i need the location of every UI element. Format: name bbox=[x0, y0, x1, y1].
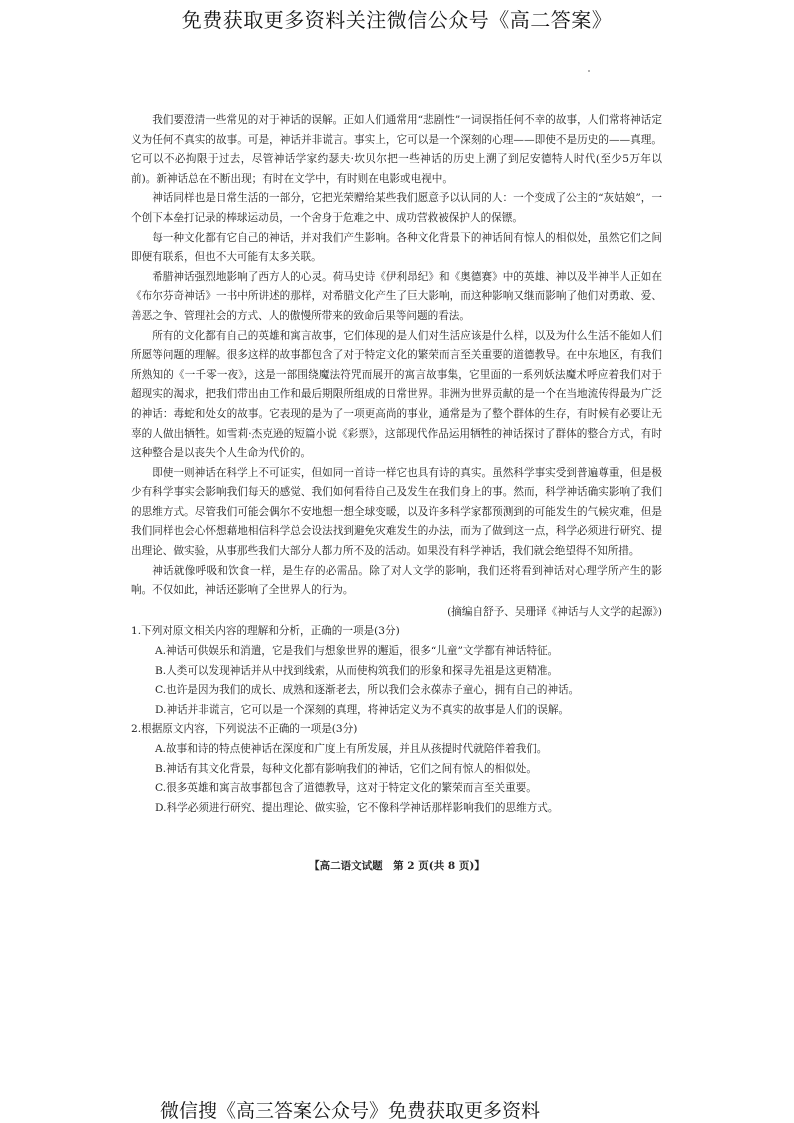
article-paragraph: 每一种文化都有它自己的神话，并对我们产生影响。各种文化背景下的神话间有惊人的相似处，虽然它们之间即便有联系，但也不大可能有太多关联。 bbox=[131, 231, 662, 264]
scan-speck bbox=[588, 70, 590, 72]
answer-option-c: C.也许是因为我们的成长、成熟和逐渐老去，所以我们会永葆赤子童心，拥有自己的神话。 bbox=[155, 684, 580, 697]
exam-page bbox=[131, 111, 662, 818]
article-source: (摘编自舒予、吴珊译《神话与人文学的起源》) bbox=[447, 605, 662, 618]
article-paragraph: 神话同样也是日常生活的一部分，它把光荣赠给某些我们愿意予以认同的人：一个变成了公主的“灰姑娘”，一个创下本垒打记录的棒球运动员，一个舍身于危难之中、成功营救被保护人的保镖。 bbox=[131, 192, 662, 224]
answer-option-a: A.神话可供娱乐和消遣，它是我们与想象世界的邂逅，很多“儿童”文学都有神话特征。 bbox=[155, 645, 559, 658]
answer-option-d: D.科学必须进行研究、提出理论、做实验，它不像科学神话那样影响我们的思维方式。 bbox=[155, 801, 559, 814]
answer-option-b: B.神话有其文化背景，每种文化都有影响我们的神话，它们之间有惊人的相似处。 bbox=[155, 762, 537, 775]
question-stem: 2.根据原文内容，下列说法不正确的一项是(3分) bbox=[131, 723, 358, 736]
question-1 bbox=[131, 622, 662, 720]
article-paragraph: 我们要澄清一些常见的对于神话的误解。正如人们通常用“悲剧性”一词误指任何不幸的故事，人们常将神话定义为任何不真实的故事。可是，神话并非谎言。事实上，它可以是一个深刻的心理——即使不是历史的——真理。它可以不必拘限于过去，尽管神话学家约瑟夫·坎贝尔把一些神话的历史上溯了到尼安德特人时代(至少5万年以前)。新神话总在不断出现；有时在文学中，有时则在电影或电视中。 bbox=[131, 114, 662, 185]
answer-option-c: C.很多英雄和寓言故事都包含了道德教导，这对于特定文化的繁荣而言至关重要。 bbox=[155, 782, 537, 795]
article bbox=[131, 111, 662, 622]
article-paragraph: 即使一则神话在科学上不可证实，但如同一首诗一样它也具有诗的真实。虽然科学事实受到普遍尊重，但是极少有科学事实会影响我们每天的感觉、我们如何看待自己及发生在我们身上的事。然而，科学神话确实影响了我们的思维方式。尽管我们可能会偶尔不安地想一想全球变暖，以及许多科学家都预测到的可能发生的气候灾难，但是我们同样也会心怀想藉地相信科学总会设法找到避免灾难发生的办法，而为了做到这一点，科学必须进行研究、提出理论、做实验，从事那些我们大部分人都力所不及的活动。如果没有科学神话，我们就会绝望得不知所措。 bbox=[131, 466, 662, 558]
answer-option-a: A.故事和诗的特点使神话在深度和广度上有所发展，并且从孩提时代就陪伴着我们。 bbox=[155, 743, 548, 755]
article-paragraph: 所有的文化都有自己的英雄和寓言故事，它们体现的是人们对生活应该是什么样，以及为什么生活不能如人们所愿等问题的理解。很多这样的故事都包含了对于特定文化的繁荣而言至关重要的道德教导。在中东地区，有我们所熟知的《一千零一夜》，这是一部围绕魔法符咒而展开的寓言故事集，它里面的一系列妖法魔术呼应着我们对于超现实的渴求，把我们带出由工作和最后期限所组成的日常世界。非洲为世界贡献的是一个在当地流传得最为广泛的神话：毒蛇和处女的故事。它表现的是为了一项更高尚的事业，通常是为了整个群体的生存，有时候有必要让无辜的人做出牺牲。如雪莉·杰克逊的短篇小说《彩票》，这部现代作品运用牺牲的神话探讨了群体的整合方式，有时这种整合是以丧失个人生命为代价的。 bbox=[131, 329, 662, 460]
answer-option-b: B.人类可以发现神话并从中找到线索，从而使构筑我们的形象和探寻先祖是这更精准。 bbox=[155, 664, 559, 677]
bottom-banner: 微信搜《高三答案公众号》免费获取更多资料 bbox=[159, 1100, 540, 1122]
question-2 bbox=[131, 720, 662, 818]
header-banner: 免费获取更多资料关注微信公众号《高二答案》 bbox=[181, 8, 613, 32]
article-paragraph: 希腊神话强烈地影响了西方人的心灵。荷马史诗《伊利昂纪》和《奥德赛》中的英雄、神以及半神半人正如在《布尔芬奇神话》一书中所讲述的那样，对希腊文化产生了巨大影响，而这种影响又继而影响了他们对勇敢、爱、善恶之争、管理社会的方式、人的傲慢所带来的致命后果等问题的看法。 bbox=[131, 270, 662, 322]
article-paragraph: 神话就像呼吸和饮食一样，是生存的必需品。除了对人文学的影响，我们还将看到神话对心理学所产生的影响。不仅如此，神话还影响了全世界人的行为。 bbox=[131, 564, 662, 597]
answer-option-d: D.神话并非谎言，它可以是一个深刻的真理，将神话定义为不真实的故事是人们的误解。 bbox=[155, 703, 570, 716]
question-stem: 1.下列对原文相关内容的理解和分析，正确的一项是(3分) bbox=[131, 625, 400, 638]
page-footer: 【高二语文试题 第 2 页(共 8 页)】 bbox=[309, 860, 485, 872]
